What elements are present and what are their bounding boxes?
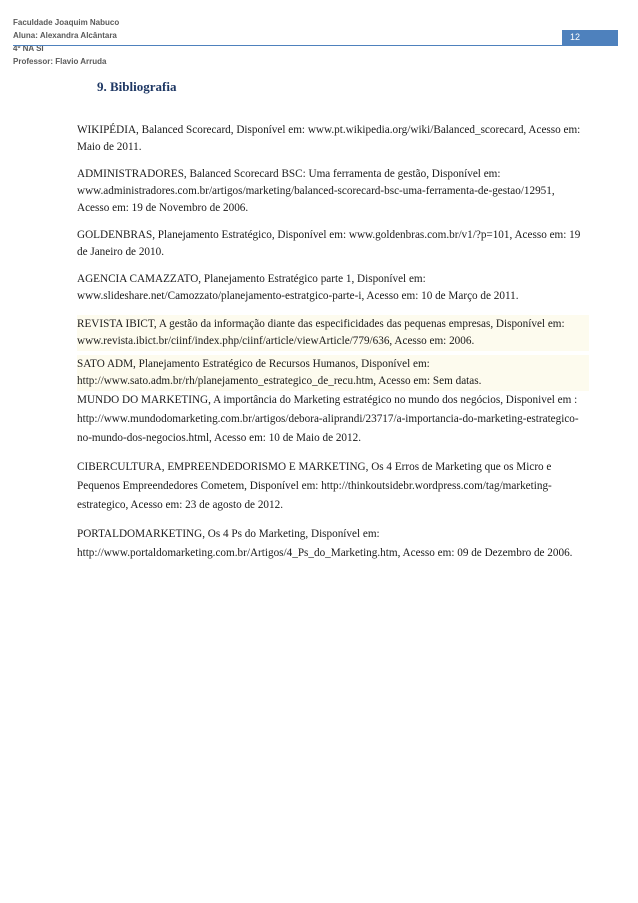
reference-item: GOLDENBRAS, Planejamento Estratégico, Disponível em: www.goldenbras.com.br/v1/?p=101, Acesso em: 19 de Janeiro de 2010. bbox=[77, 229, 581, 258]
reference-item: SATO ADM, Planejamento Estratégico de Recursos Humanos, Disponível em: http://www.sato.adm.br/rh/planejamento_estrategico_de_recu.htm, Acesso em: Sem datas. bbox=[77, 355, 589, 391]
section-title: 9. Bibliografia bbox=[97, 79, 177, 94]
page-header bbox=[13, 16, 119, 68]
reference-item: ADMINISTRADORES, Balanced Scorecard BSC: Uma ferramenta de gestão, Disponível em: www.administradores.com.br/artigos/marketing/balanced-scorecard-bsc-uma-ferramenta-de-gestao/12951, Acesso em: 19 de Novembro de 2006. bbox=[77, 168, 555, 214]
reference-item: WIKIPÉDIA, Balanced Scorecard, Disponível em: www.pt.wikipedia.org/wiki/Balanced_scorecard, Acesso em: Maio de 2011. bbox=[77, 124, 581, 153]
header-student: Aluna: Alexandra Alcântara bbox=[13, 31, 117, 40]
header-rule bbox=[13, 45, 618, 46]
page-number: 12 bbox=[562, 30, 618, 45]
reference-item: AGENCIA CAMAZZATO, Planejamento Estratégico parte 1, Disponível em: www.slideshare.net/Camozzato/planejamento-estratgico-parte-i, Acesso em: 10 de Março de 2011. bbox=[77, 273, 519, 302]
reference-item: MUNDO DO MARKETING, A importância do Marketing estratégico no mundo dos negócios, Disponivel em : http://www.mundodomarketing.com.br/artigos/debora-aliprandi/23717/a-importancia-do-marketing-estrategico-no-mundo-dos-negocios.html, Acesso em: 10 de Maio de 2012. bbox=[77, 394, 579, 444]
header-institution: Faculdade Joaquim Nabuco bbox=[13, 18, 120, 27]
reference-item: CIBERCULTURA, EMPREENDEDORISMO E MARKETING, Os 4 Erros de Marketing que os Micro e Pequenos Empreendedores Cometem, Disponível em: http://thinkoutsidebr.wordpress.com/tag/marketing-estrategico, Acesso em: 23 de agosto de 2012. bbox=[77, 461, 552, 511]
header-professor: Professor: Flavio Arruda bbox=[13, 57, 107, 66]
header-class: 4º NA SI bbox=[13, 44, 44, 53]
reference-item: REVISTA IBICT, A gestão da informação diante das especificidades das pequenas empresas, Disponível em: www.revista.ibict.br/ciinf/index.php/ciinf/article/viewArticle/779/636, Acesso em: 2006. bbox=[77, 315, 589, 351]
reference-item: PORTALDOMARKETING, Os 4 Ps do Marketing, Disponível em: http://www.portaldomarketing.com.br/Artigos/4_Ps_do_Marketing.htm, Acesso em: 09 de Dezembro de 2006. bbox=[77, 528, 573, 559]
bibliography-list bbox=[77, 122, 589, 573]
